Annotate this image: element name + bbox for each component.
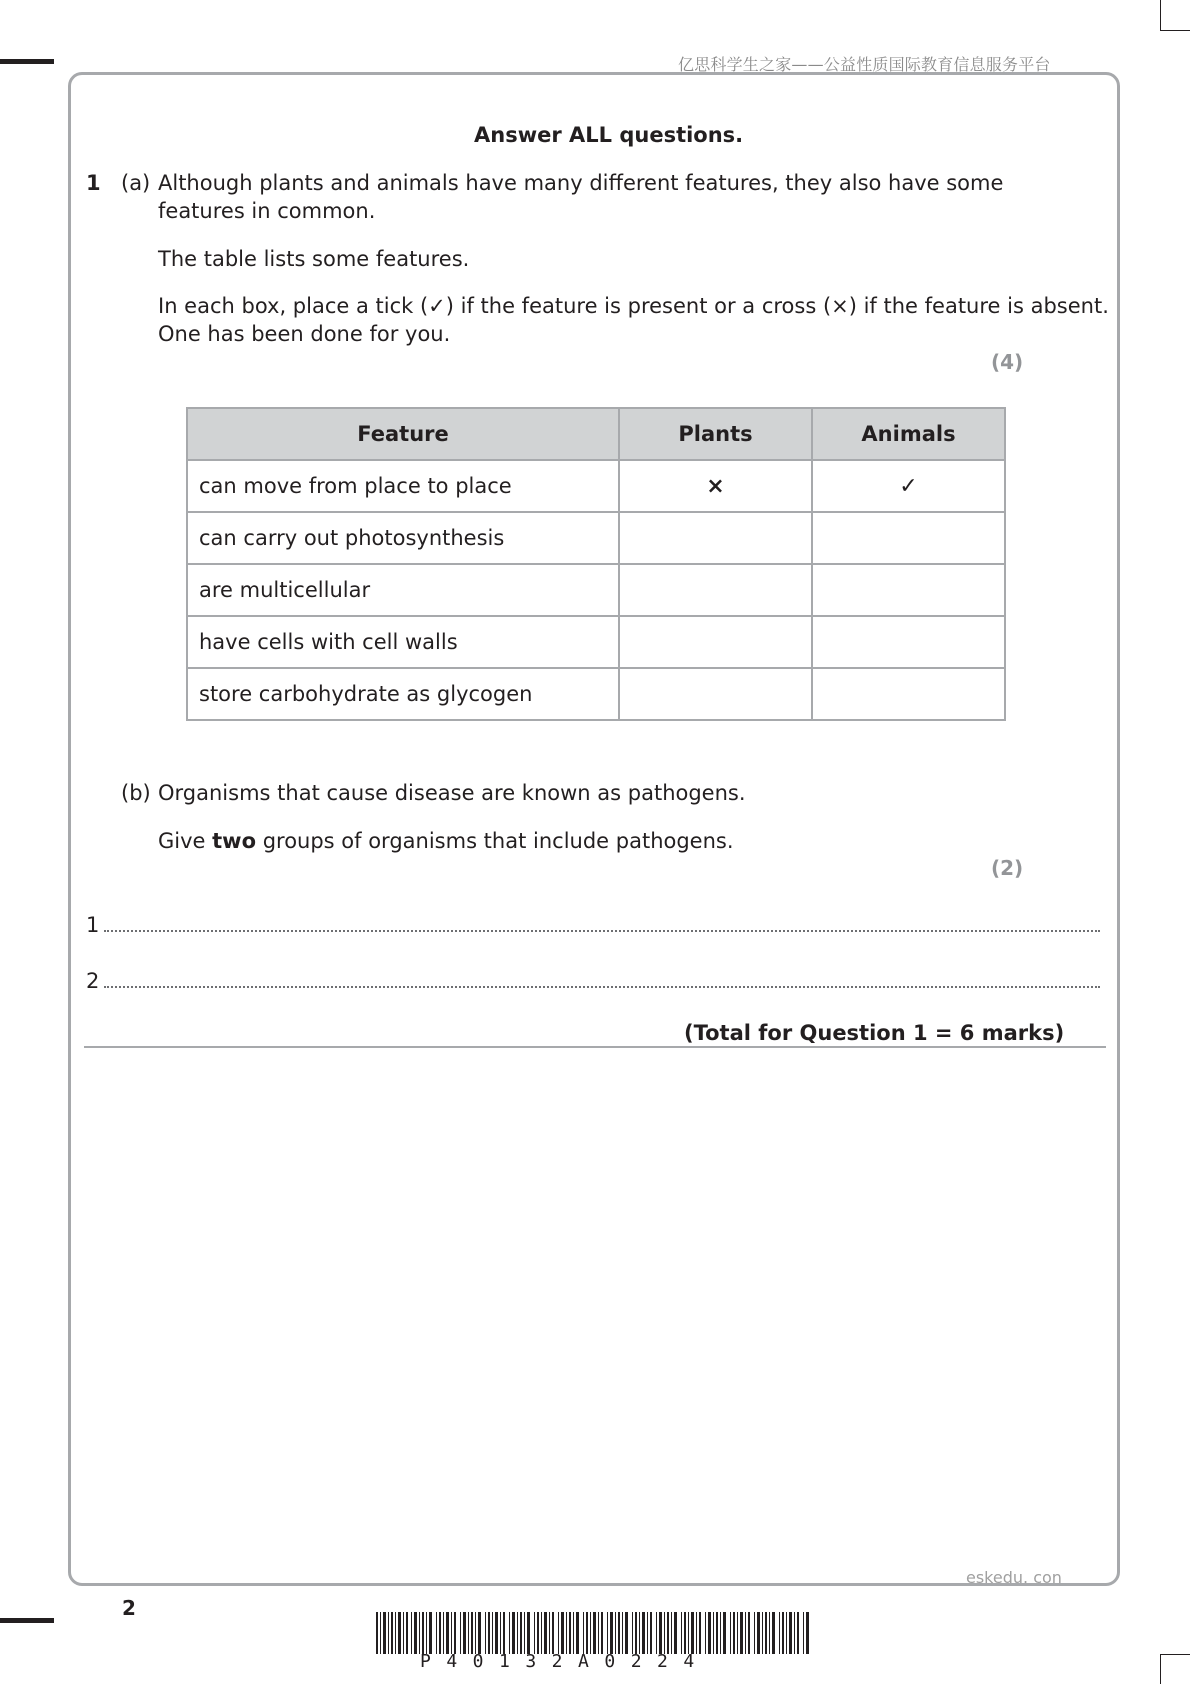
plants-answer-box[interactable] (619, 564, 812, 616)
part-b-text-post: groups of organisms that include pathogens. (256, 829, 734, 853)
animals-answer-box[interactable] (812, 668, 1005, 720)
part-a-label: (a) (121, 171, 151, 195)
crop-mark-bottom-right-v (1160, 1654, 1161, 1684)
part-b-text-line1: Organisms that cause disease are known as pathogens. (158, 781, 746, 805)
table-row (187, 564, 1005, 616)
part-b-text-line2 (158, 827, 734, 855)
header-feature: Feature (187, 408, 619, 460)
table-row (187, 460, 1005, 512)
feature-cell: can carry out photosynthesis (187, 512, 619, 564)
part-a-para3-line1: In each box, place a tick (✓) if the feature is present or a cross (×) if the feature is absent. (158, 294, 1109, 318)
feature-cell: have cells with cell walls (187, 616, 619, 668)
part-a-text-line1: Although plants and animals have many different features, they also have some (158, 171, 1004, 195)
barcode-icon (376, 1612, 810, 1654)
feature-cell: store carbohydrate as glycogen (187, 668, 619, 720)
table-row (187, 512, 1005, 564)
answer-label-1: 1 (86, 913, 100, 937)
total-rule (84, 1046, 1106, 1048)
plants-answer-box[interactable] (619, 668, 812, 720)
answer-line-1[interactable] (104, 930, 1100, 932)
barcode-number: P40132A0224 (420, 1651, 710, 1672)
crop-mark-top-left (0, 59, 54, 64)
part-b-text-emphasis: two (212, 829, 257, 853)
answer-line-2[interactable] (104, 986, 1100, 988)
crop-mark-bottom-right-h (1160, 1654, 1190, 1655)
feature-cell: are multicellular (187, 564, 619, 616)
part-b-marks: (2) (991, 856, 1024, 880)
animals-answer-box[interactable] (812, 564, 1005, 616)
footer-watermark: eskedu. con (966, 1568, 1062, 1587)
part-b-text-pre: Give (158, 829, 213, 853)
part-b-label: (b) (121, 781, 151, 805)
answer-label-2: 2 (86, 969, 100, 993)
part-a-text-line2: features in common. (158, 199, 376, 223)
part-a-para2: The table lists some features. (158, 247, 470, 271)
table-header-row (187, 408, 1005, 460)
instruction-heading: Answer ALL questions. (474, 123, 744, 147)
animals-answer-box[interactable] (812, 512, 1005, 564)
crop-mark-bottom-left (0, 1618, 54, 1623)
animals-answer-box[interactable] (812, 616, 1005, 668)
question-number: 1 (86, 171, 101, 195)
crop-mark-top-right-h (1160, 30, 1190, 31)
part-a-para3-line2: One has been done for you. (158, 322, 451, 346)
header-animals: Animals (812, 408, 1005, 460)
page-number: 2 (122, 1596, 136, 1620)
part-a-marks: (4) (991, 350, 1024, 374)
question-total: (Total for Question 1 = 6 marks) (684, 1021, 1065, 1045)
plants-answer-box[interactable] (619, 616, 812, 668)
header-watermark: 亿思科学生之家——公益性质国际教育信息服务平台 (678, 55, 1051, 74)
animals-cell: ✓ (812, 460, 1005, 512)
feature-cell: can move from place to place (187, 460, 619, 512)
header-plants: Plants (619, 408, 812, 460)
crop-mark-top-right-v (1160, 0, 1161, 30)
plants-answer-box[interactable] (619, 512, 812, 564)
table-row (187, 616, 1005, 668)
plants-cell: × (619, 460, 812, 512)
features-table (186, 407, 1006, 721)
table-row (187, 668, 1005, 720)
